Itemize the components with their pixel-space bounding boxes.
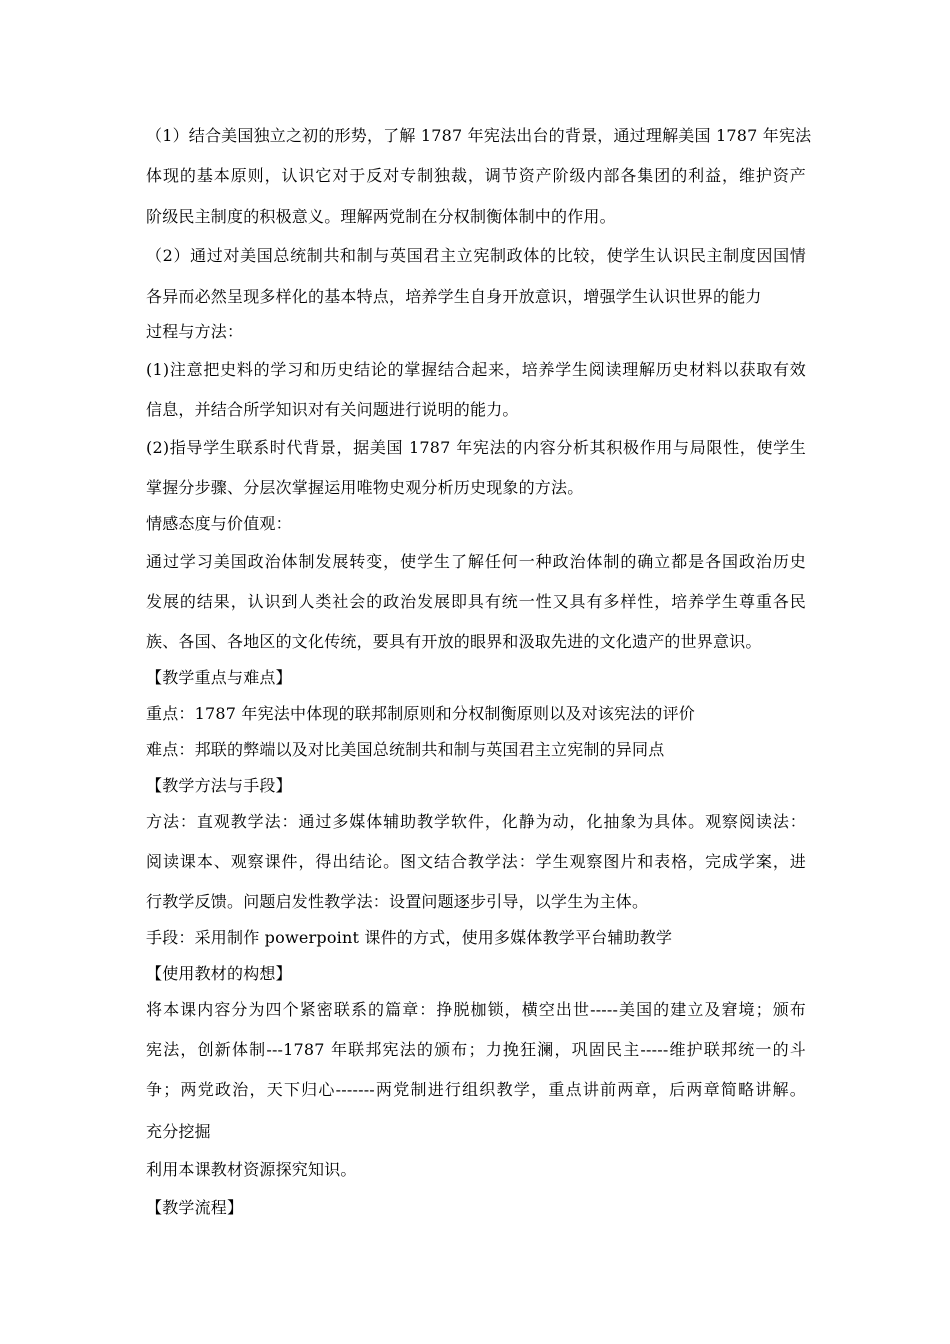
process-item-2-line-1: (2)指导学生联系时代背景，据美国 1787 年宪法的内容分析其积极作用与局限性，使学生 [146,438,806,457]
explore-knowledge-line: 利用本课教材资源探究知识。 [146,1160,357,1179]
material-concept-line-2: 宪法，创新体制---1787 年联邦宪法的颁布；力挽狂澜，巩固民主-----维护联邦统一的斗 [146,1040,806,1059]
material-concept-heading: 【使用教材的构想】 [146,964,292,983]
methods-line-2: 阅读课本、观察课件，得出结论。图文结合教学法：学生观察图片和表格，完成学案，进 [146,852,806,871]
process-method-heading: 过程与方法： [146,322,244,341]
emotion-values-line-2: 发展的结果，认识到人类社会的政治发展即具有统一性又具有多样性，培养学生尊重各民 [146,592,806,611]
means-line: 手段：采用制作 powerpoint 课件的方式，使用多媒体教学平台辅助教学 [146,928,673,947]
emotion-values-heading: 情感态度与价值观： [146,514,292,533]
methods-line-3: 行教学反馈。问题启发性教学法：设置问题逐步引导，以学生为主体。 [146,892,649,911]
teaching-flow-heading: 【教学流程】 [146,1198,244,1217]
process-item-1-line-2: 信息，并结合所学知识对有关问题进行说明的能力。 [146,400,519,419]
objective-1-line-2: 体现的基本原则，认识它对于反对专制独裁，调节资产阶级内部各集团的利益，维护资产 [146,166,806,185]
objective-2-line-2: 各异而必然呈现多样化的基本特点，培养学生自身开放意识，增强学生认识世界的能力 [146,287,762,306]
objective-1-line-1: （1）结合美国独立之初的形势，了解 1787 年宪法出台的背景，通过理解美国 1787 年宪法 [146,126,812,145]
process-item-2-line-2: 掌握分步骤、分层次掌握运用唯物史观分析历史现象的方法。 [146,478,584,497]
fully-explore-line: 充分挖掘 [146,1122,211,1141]
process-item-1-line-1: (1)注意把史料的学习和历史结论的掌握结合起来，培养学生阅读理解历史材料以获取有效 [146,360,806,379]
objective-2-line-1: （2）通过对美国总统制共和制与英国君主立宪制政体的比较，使学生认识民主制度因国情 [146,246,806,265]
material-concept-line-1: 将本课内容分为四个紧密联系的篇章：挣脱枷锁，横空出世-----美国的建立及窘境；颁布 [146,1000,806,1019]
methods-heading: 【教学方法与手段】 [146,776,292,795]
key-difficult-heading: 【教学重点与难点】 [146,668,292,687]
methods-line-1: 方法：直观教学法：通过多媒体辅助教学软件，化静为动，化抽象为具体。观察阅读法： [146,812,806,831]
key-point-line: 重点：1787 年宪法中体现的联邦制原则和分权制衡原则以及对该宪法的评价 [146,704,696,723]
difficult-point-line: 难点：邦联的弊端以及对比美国总统制共和制与英国君主立宪制的异同点 [146,740,665,759]
objective-1-line-3: 阶级民主制度的积极意义。理解两党制在分权制衡体制中的作用。 [146,207,616,226]
emotion-values-line-1: 通过学习美国政治体制发展转变，使学生了解任何一种政治体制的确立都是各国政治历史 [146,552,806,571]
emotion-values-line-3: 族、各国、各地区的文化传统，要具有开放的眼界和汲取先进的文化遗产的世界意识。 [146,632,762,651]
material-concept-line-3: 争；两党政治，天下归心-------两党制进行组织教学，重点讲前两章，后两章简略讲解。 [146,1080,806,1099]
